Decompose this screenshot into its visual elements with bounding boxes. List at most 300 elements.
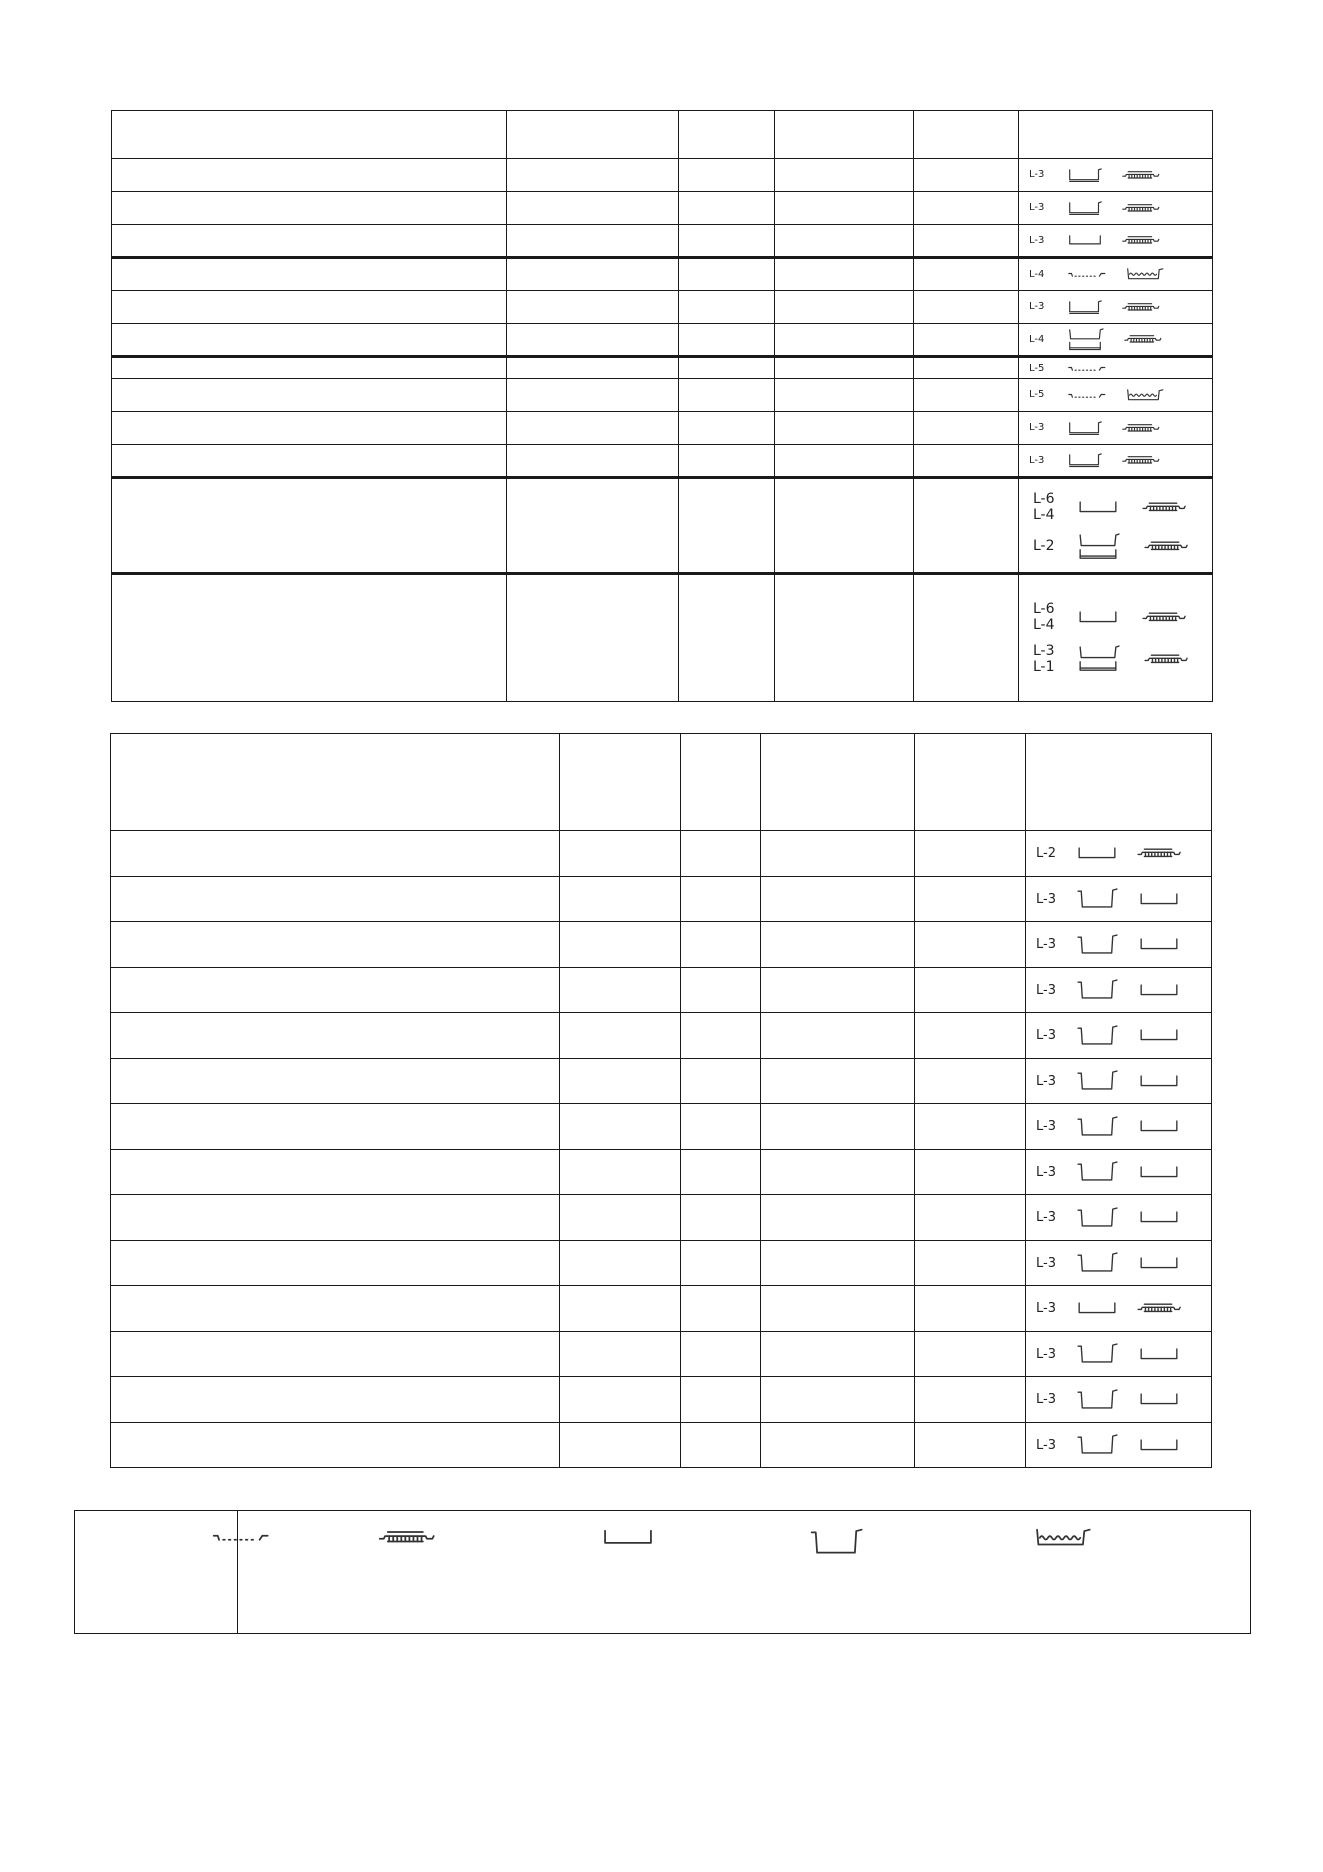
table-cell bbox=[111, 1332, 560, 1377]
accessory-cell bbox=[1019, 159, 1213, 192]
accessory-cell bbox=[1019, 324, 1213, 357]
table-cell bbox=[775, 258, 914, 291]
col-header-2 bbox=[507, 111, 679, 159]
table-cell bbox=[915, 1286, 1026, 1332]
table-cell bbox=[915, 1241, 1026, 1286]
level-label-line: L-3 bbox=[1033, 643, 1055, 659]
table-row bbox=[112, 225, 1213, 258]
pan-double-icon bbox=[1077, 645, 1121, 672]
grill-rack-icon bbox=[1121, 169, 1161, 182]
accessory-cell bbox=[1026, 1150, 1212, 1195]
table-cell bbox=[914, 159, 1019, 192]
col-header-5 bbox=[915, 734, 1026, 831]
pan-ridge-icon bbox=[1067, 453, 1103, 467]
water-pan-icon bbox=[1125, 388, 1165, 402]
table-cell bbox=[111, 877, 560, 922]
table-cell bbox=[560, 1059, 681, 1104]
table-cell bbox=[112, 324, 507, 357]
pan-ridge-icon bbox=[1067, 201, 1103, 215]
table-cell bbox=[507, 574, 679, 702]
table-cell bbox=[112, 225, 507, 258]
pan-flat-icon bbox=[1138, 1256, 1180, 1271]
table-row bbox=[112, 478, 1213, 574]
table-cell bbox=[914, 324, 1019, 357]
pan-deep-icon bbox=[1076, 1251, 1120, 1274]
table-row bbox=[111, 877, 1212, 922]
table-cell bbox=[111, 968, 560, 1013]
grill-rack-icon bbox=[1121, 234, 1161, 247]
level-label: L-2 bbox=[1036, 846, 1056, 861]
water-pan-icon bbox=[1125, 267, 1165, 281]
table-cell bbox=[112, 412, 507, 445]
table-row bbox=[111, 1150, 1212, 1195]
pan-flat-icon bbox=[1077, 610, 1119, 625]
table-cell bbox=[775, 324, 914, 357]
table-cell bbox=[681, 1241, 761, 1286]
accessory-cell bbox=[1026, 1104, 1212, 1150]
legend-item bbox=[809, 1527, 866, 1557]
table-cell bbox=[560, 922, 681, 968]
table-cell bbox=[761, 1150, 915, 1195]
table-row bbox=[111, 1195, 1212, 1241]
table-cell bbox=[915, 831, 1026, 877]
table-cell bbox=[761, 1286, 915, 1332]
col-header-1 bbox=[111, 734, 560, 831]
table-cell bbox=[761, 1104, 915, 1150]
table-cell bbox=[914, 225, 1019, 258]
level-label: L-3 bbox=[1036, 937, 1056, 952]
level-label: L-3 bbox=[1036, 1210, 1056, 1225]
table-cell bbox=[507, 412, 679, 445]
table-cell bbox=[507, 291, 679, 324]
table-cell bbox=[915, 1104, 1026, 1150]
table-cell bbox=[111, 1195, 560, 1241]
pan-deep-icon bbox=[1076, 1024, 1120, 1047]
pan-flat-icon bbox=[1077, 500, 1119, 515]
accessory-cell bbox=[1026, 1286, 1212, 1332]
level-label: L-3 bbox=[1029, 454, 1045, 466]
pan-deep-icon bbox=[1076, 1069, 1120, 1092]
pan-deep-icon bbox=[1076, 1160, 1120, 1183]
table-cell bbox=[111, 1241, 560, 1286]
table-cell bbox=[761, 1423, 915, 1468]
table-cell bbox=[775, 379, 914, 412]
grill-rack-icon bbox=[1121, 301, 1161, 314]
pan-flat-icon bbox=[1138, 1438, 1180, 1453]
table-row bbox=[111, 1377, 1212, 1423]
col-header-6 bbox=[1019, 111, 1213, 159]
table-cell bbox=[775, 445, 914, 478]
table-cell bbox=[111, 1013, 560, 1059]
table-cell bbox=[112, 574, 507, 702]
table-cell bbox=[914, 258, 1019, 291]
table-cell bbox=[560, 1104, 681, 1150]
table-cell bbox=[761, 877, 915, 922]
table-cell bbox=[681, 1332, 761, 1377]
table-cell bbox=[111, 1286, 560, 1332]
pan-flat-icon bbox=[1138, 1210, 1180, 1225]
level-label: L-3 bbox=[1036, 1346, 1056, 1362]
col-header-4 bbox=[761, 734, 915, 831]
table-cell bbox=[681, 831, 761, 877]
pan-ridge-icon bbox=[1067, 300, 1103, 314]
table-cell bbox=[507, 192, 679, 225]
pan-flat-icon bbox=[1138, 1028, 1180, 1043]
table-cell bbox=[775, 412, 914, 445]
table-cell bbox=[775, 192, 914, 225]
accessory-group bbox=[1033, 643, 1212, 675]
pan-deep-icon bbox=[1076, 978, 1120, 1001]
table-row bbox=[111, 1241, 1212, 1286]
level-label: L-3 bbox=[1029, 169, 1045, 181]
accessory-cell bbox=[1026, 877, 1212, 922]
accessory-cell bbox=[1026, 1377, 1212, 1423]
pan-deep-icon bbox=[1076, 887, 1120, 910]
pan-flat-icon bbox=[1138, 1347, 1180, 1362]
accessory-cell bbox=[1026, 1195, 1212, 1241]
table-cell bbox=[915, 922, 1026, 968]
dotted-rack-icon bbox=[1067, 363, 1107, 374]
table-cell bbox=[681, 1423, 761, 1468]
level-label: L-5 bbox=[1029, 362, 1045, 374]
dotted-rack-icon bbox=[211, 1529, 270, 1545]
table-cell bbox=[679, 291, 775, 324]
dotted-rack-icon bbox=[1067, 269, 1107, 280]
pan-flat-icon bbox=[1138, 1119, 1180, 1134]
table-cell bbox=[111, 922, 560, 968]
accessory-cell bbox=[1019, 192, 1213, 225]
table-cell bbox=[112, 192, 507, 225]
level-label: L-3 bbox=[1029, 301, 1045, 313]
pan-flat-icon bbox=[1138, 1392, 1180, 1407]
col-header-6 bbox=[1026, 734, 1212, 831]
table-cell bbox=[915, 1013, 1026, 1059]
col-header-4 bbox=[775, 111, 914, 159]
accessory-cell bbox=[1026, 922, 1212, 968]
lower-settings-table bbox=[110, 733, 1212, 1468]
table-row bbox=[112, 258, 1213, 291]
table-cell bbox=[112, 357, 507, 379]
upper-settings-table bbox=[111, 110, 1213, 702]
pan-deep-icon bbox=[1076, 1388, 1120, 1411]
table-row bbox=[112, 159, 1213, 192]
level-label bbox=[1033, 538, 1077, 554]
table-cell bbox=[560, 968, 681, 1013]
table-cell bbox=[560, 877, 681, 922]
col-header-5 bbox=[914, 111, 1019, 159]
table-cell bbox=[775, 225, 914, 258]
table-cell bbox=[507, 324, 679, 357]
table-row bbox=[112, 412, 1213, 445]
accessory-cell bbox=[1026, 1423, 1212, 1468]
table-cell bbox=[507, 478, 679, 574]
level-label: L-3 bbox=[1036, 1437, 1056, 1453]
table-row bbox=[111, 922, 1212, 968]
table-cell bbox=[761, 1195, 915, 1241]
level-label: L-3 bbox=[1036, 1164, 1056, 1180]
table-row bbox=[111, 968, 1212, 1013]
table-cell bbox=[679, 192, 775, 225]
legend-item bbox=[377, 1527, 436, 1547]
dotted-rack-icon bbox=[1067, 390, 1107, 401]
table-cell bbox=[560, 831, 681, 877]
accessory-cell bbox=[1019, 412, 1213, 445]
grill-rack-icon bbox=[1121, 454, 1161, 467]
table-cell bbox=[111, 1150, 560, 1195]
table-cell bbox=[681, 1013, 761, 1059]
table-row bbox=[111, 831, 1212, 877]
table-cell bbox=[761, 1377, 915, 1423]
accessory-cell bbox=[1026, 1241, 1212, 1286]
table-cell bbox=[915, 877, 1026, 922]
table-cell bbox=[761, 831, 915, 877]
table-cell bbox=[681, 1104, 761, 1150]
pan-flat-icon bbox=[1138, 983, 1180, 998]
pan-flat-icon bbox=[601, 1528, 655, 1547]
table-row bbox=[112, 445, 1213, 478]
level-label bbox=[1033, 643, 1077, 675]
level-label bbox=[1033, 601, 1077, 633]
table-cell bbox=[679, 357, 775, 379]
table-cell bbox=[914, 379, 1019, 412]
level-label: L-3 bbox=[1036, 982, 1056, 998]
table-cell bbox=[560, 1377, 681, 1423]
table-row bbox=[112, 357, 1213, 379]
table-cell bbox=[915, 1377, 1026, 1423]
accessory-cell bbox=[1019, 291, 1213, 324]
header-row bbox=[111, 734, 1212, 831]
level-label: L-5 bbox=[1029, 389, 1045, 401]
level-label: L-3 bbox=[1036, 1301, 1056, 1316]
col-header-1 bbox=[112, 111, 507, 159]
level-label: L-4 bbox=[1029, 333, 1045, 345]
table-cell bbox=[679, 324, 775, 357]
table-cell bbox=[914, 192, 1019, 225]
level-label-line: L-4 bbox=[1033, 617, 1055, 633]
table-cell bbox=[507, 357, 679, 379]
legend-item bbox=[601, 1527, 655, 1547]
accessory-cell bbox=[1026, 1332, 1212, 1377]
table-row bbox=[111, 1286, 1212, 1332]
level-label-line: L-4 bbox=[1033, 506, 1055, 523]
level-label: L-3 bbox=[1036, 891, 1056, 907]
level-label-line: L-6 bbox=[1033, 490, 1055, 507]
pan-double-icon bbox=[1077, 533, 1121, 560]
table-cell bbox=[560, 1195, 681, 1241]
table-cell bbox=[761, 922, 915, 968]
level-label: L-3 bbox=[1029, 422, 1045, 434]
table-cell bbox=[560, 1423, 681, 1468]
grill-rack-icon bbox=[1143, 652, 1189, 667]
table-row bbox=[112, 291, 1213, 324]
level-label: L-3 bbox=[1029, 202, 1045, 214]
table-cell bbox=[560, 1150, 681, 1195]
table-cell bbox=[761, 968, 915, 1013]
table-cell bbox=[111, 1059, 560, 1104]
table-row bbox=[112, 379, 1213, 412]
accessory-cell bbox=[1026, 1059, 1212, 1104]
grill-rack-icon bbox=[1141, 500, 1187, 515]
accessory-group bbox=[1033, 491, 1212, 523]
table-cell bbox=[915, 968, 1026, 1013]
table-cell bbox=[915, 1423, 1026, 1468]
col-header-2 bbox=[560, 734, 681, 831]
table-cell bbox=[681, 1286, 761, 1332]
table-row bbox=[111, 1104, 1212, 1150]
table-cell bbox=[679, 225, 775, 258]
accessory-cell bbox=[1019, 574, 1213, 702]
accessory-cell bbox=[1026, 1013, 1212, 1059]
level-label: L-3 bbox=[1036, 1073, 1056, 1089]
table-cell bbox=[915, 1332, 1026, 1377]
pan-deep-icon bbox=[1076, 1342, 1120, 1365]
table-cell bbox=[111, 831, 560, 877]
grill-rack-icon bbox=[1143, 539, 1189, 554]
table-cell bbox=[761, 1241, 915, 1286]
water-pan-icon bbox=[1033, 1527, 1092, 1549]
accessory-cell bbox=[1019, 225, 1213, 258]
table-cell bbox=[560, 1332, 681, 1377]
pan-deep-icon bbox=[1076, 1433, 1120, 1456]
table-cell bbox=[507, 258, 679, 291]
pan-ridge-icon bbox=[1067, 421, 1103, 435]
pan-flat-icon bbox=[1067, 234, 1103, 247]
grill-rack-icon bbox=[1141, 610, 1187, 625]
accessory-cell bbox=[1019, 379, 1213, 412]
table-cell bbox=[681, 1059, 761, 1104]
legend-item bbox=[1033, 1527, 1092, 1549]
level-label-line: L-2 bbox=[1033, 538, 1055, 555]
table-cell bbox=[679, 379, 775, 412]
grill-rack-icon bbox=[1136, 846, 1182, 861]
col-header-3 bbox=[681, 734, 761, 831]
table-cell bbox=[507, 379, 679, 412]
table-row bbox=[111, 1423, 1212, 1468]
level-label: L-4 bbox=[1029, 268, 1045, 280]
level-label: L-3 bbox=[1036, 1255, 1056, 1271]
grill-rack-icon bbox=[1123, 333, 1163, 346]
level-label: L-3 bbox=[1036, 1119, 1056, 1134]
accessory-cell bbox=[1019, 478, 1213, 574]
table-cell bbox=[761, 1059, 915, 1104]
pan-flat-icon bbox=[1076, 846, 1118, 861]
table-cell bbox=[761, 1332, 915, 1377]
table-row bbox=[111, 1059, 1212, 1104]
table-cell bbox=[761, 1013, 915, 1059]
table-cell bbox=[681, 922, 761, 968]
table-cell bbox=[560, 1013, 681, 1059]
table-row bbox=[112, 574, 1213, 702]
accessory-cell bbox=[1019, 258, 1213, 291]
level-label-line: L-1 bbox=[1033, 659, 1055, 675]
table-cell bbox=[679, 478, 775, 574]
table-cell bbox=[681, 968, 761, 1013]
pan-deep-icon bbox=[809, 1527, 866, 1557]
pan-flat-icon bbox=[1138, 892, 1180, 907]
table-cell bbox=[775, 574, 914, 702]
table-cell bbox=[914, 291, 1019, 324]
pan-flat-icon bbox=[1138, 1165, 1180, 1180]
table-cell bbox=[111, 1377, 560, 1423]
accessory-cell bbox=[1026, 968, 1212, 1013]
table-cell bbox=[679, 258, 775, 291]
table-cell bbox=[507, 445, 679, 478]
pan-deep-icon bbox=[1076, 1115, 1120, 1138]
table-cell bbox=[915, 1150, 1026, 1195]
table-row bbox=[111, 1332, 1212, 1377]
pan-flat-icon bbox=[1076, 1301, 1118, 1316]
table-cell bbox=[679, 412, 775, 445]
accessory-legend bbox=[74, 1510, 1251, 1634]
level-label-line: L-6 bbox=[1033, 601, 1055, 617]
table-cell bbox=[560, 1286, 681, 1332]
table-row bbox=[112, 192, 1213, 225]
table-cell bbox=[775, 159, 914, 192]
grill-rack-icon bbox=[1136, 1301, 1182, 1316]
table-cell bbox=[111, 1104, 560, 1150]
pan-ridge-icon bbox=[1067, 168, 1103, 182]
table-cell bbox=[914, 478, 1019, 574]
table-cell bbox=[112, 159, 507, 192]
accessory-cell bbox=[1026, 831, 1212, 877]
accessory-group bbox=[1033, 533, 1212, 560]
table-cell bbox=[681, 1150, 761, 1195]
legend-item bbox=[211, 1527, 270, 1546]
pan-deep-icon bbox=[1076, 933, 1120, 956]
col-header-3 bbox=[679, 111, 775, 159]
table-cell bbox=[112, 478, 507, 574]
table-cell bbox=[560, 1241, 681, 1286]
grill-rack-icon bbox=[377, 1528, 436, 1547]
table-cell bbox=[681, 877, 761, 922]
accessory-cell bbox=[1019, 445, 1213, 478]
table-cell bbox=[111, 1423, 560, 1468]
table-cell bbox=[775, 291, 914, 324]
table-row bbox=[111, 1013, 1212, 1059]
pan-double-icon bbox=[1067, 328, 1105, 351]
grill-rack-icon bbox=[1121, 422, 1161, 435]
table-cell bbox=[681, 1195, 761, 1241]
table-cell bbox=[507, 159, 679, 192]
table-row bbox=[112, 324, 1213, 357]
accessory-group bbox=[1033, 601, 1212, 633]
grill-rack-icon bbox=[1121, 202, 1161, 215]
table-cell bbox=[915, 1059, 1026, 1104]
table-cell bbox=[112, 258, 507, 291]
table-cell bbox=[775, 478, 914, 574]
level-label: L-3 bbox=[1036, 1028, 1056, 1043]
table-cell bbox=[914, 357, 1019, 379]
table-cell bbox=[507, 225, 679, 258]
table-cell bbox=[112, 379, 507, 412]
table-cell bbox=[112, 291, 507, 324]
level-label: L-3 bbox=[1029, 235, 1045, 246]
table-cell bbox=[915, 1195, 1026, 1241]
level-label bbox=[1033, 491, 1077, 523]
level-label: L-3 bbox=[1036, 1392, 1056, 1407]
header-row bbox=[112, 111, 1213, 159]
table-cell bbox=[679, 159, 775, 192]
pan-flat-icon bbox=[1138, 1074, 1180, 1089]
table-cell bbox=[112, 445, 507, 478]
pan-flat-icon bbox=[1138, 937, 1180, 952]
table-cell bbox=[914, 412, 1019, 445]
table-cell bbox=[914, 574, 1019, 702]
table-cell bbox=[679, 445, 775, 478]
accessory-cell bbox=[1019, 357, 1213, 379]
table-cell bbox=[914, 445, 1019, 478]
table-cell bbox=[679, 574, 775, 702]
